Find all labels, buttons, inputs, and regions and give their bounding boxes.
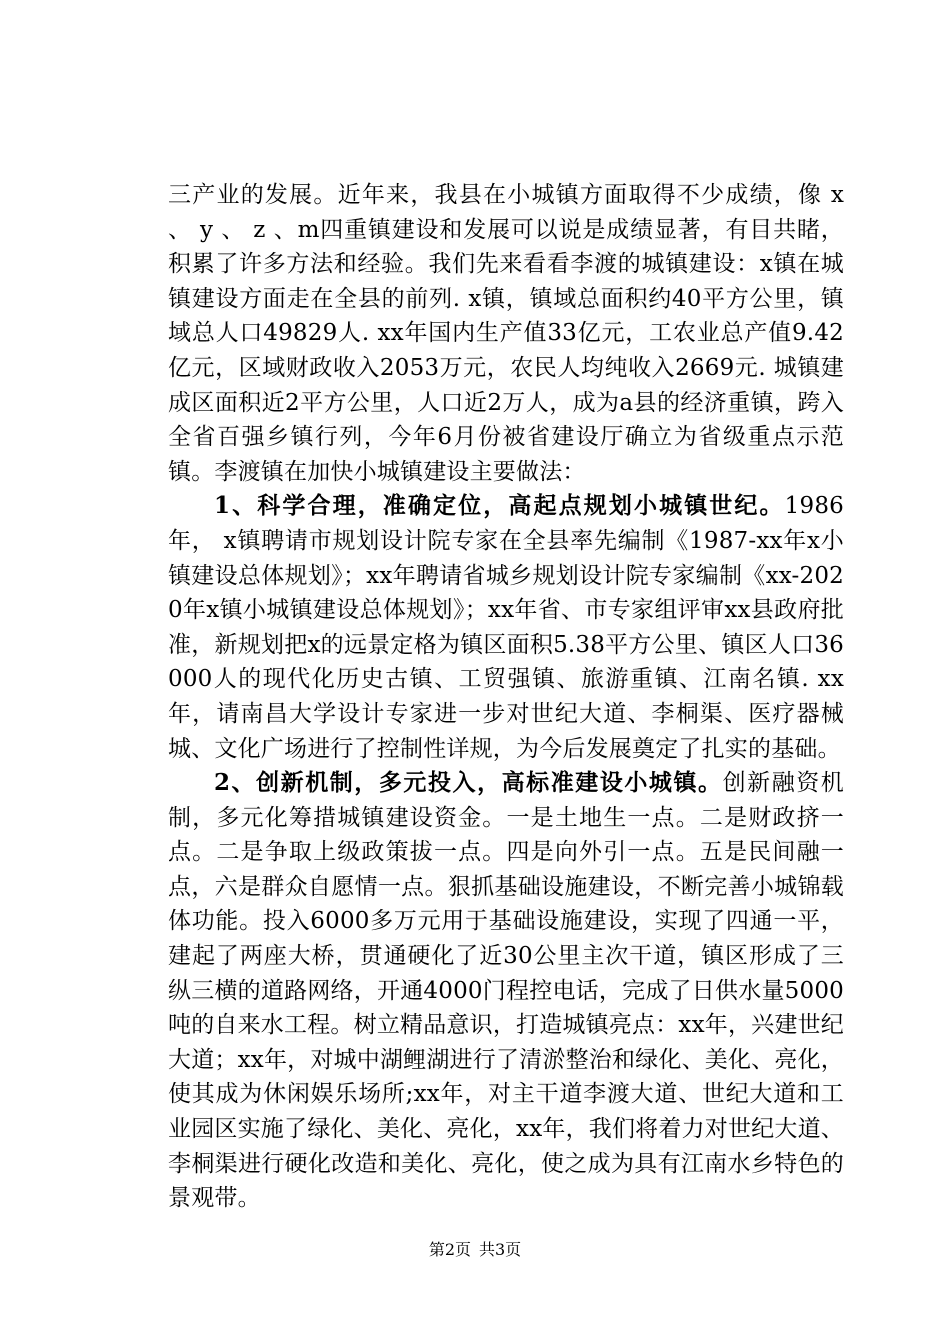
paragraph-investment xyxy=(168,766,844,1216)
page-total: 共3页 xyxy=(479,1240,522,1259)
document-body xyxy=(168,178,844,1216)
paragraph-intro xyxy=(168,178,844,489)
paragraph-investment-heading: 2、创新机制，多元投入，高标准建设小城镇。 xyxy=(214,769,723,797)
paragraph-planning-text: 1986年， x镇聘请市规划设计院专家在全县率先编制《1987-xx年x小镇建设总体规划》；xx年聘请省城乡规划设计院专家编制《xx-2020年x镇小城镇建设总体规划》；xx年省、市专家组评审xx县政府批准，新规划把x的远景定格为镇区面积5.38平方公里、镇区人口36000人的现代化历史古镇、工贸强镇、旅游重镇、江南名镇. xx年，请南昌大学设计专家进一步对世纪大道、李桐渠、医疗器械城、文化广场进行了控制性详规，为今后发展奠定了扎实的基础。 xyxy=(168,493,844,762)
paragraph-intro-text: 三产业的发展。近年来，我县在小城镇方面取得不少成绩，像 x 、 y 、 z 、m四重镇建设和发展可以说是成绩显著，有目共睹，积累了许多方法和经验。我们先来看看李渡的城镇建设：x镇在城镇建设方面走在全县的前列. x镇，镇域总面积约40平方公里，镇域总人口49829人. xx年国内生产值33亿元，工农业总产值9.42亿元，区域财政收入2053万元，农民人均纯收入2669元. 城镇建成区面积近2平方公里，人口近2万人，成为a县的经济重镇，跨入全省百强乡镇行列，今年6月份被省建设厅确立为省级重点示范镇。李渡镇在加快小城镇建设主要做法： xyxy=(168,182,844,485)
page-footer xyxy=(0,1240,950,1260)
page-number: 第2页 xyxy=(428,1240,471,1259)
paragraph-investment-text: 创新融资机制，多元化筹措城镇建设资金。一是土地生一点。二是财政挤一点。二是争取上级政策拔一点。四是向外引一点。五是民间融一点，六是群众自愿情一点。狠抓基础设施建设，不断完善小城锦载体功能。投入6000多万元用于基础设施建设，实现了四通一平，建起了两座大桥，贯通硬化了近30公里主次干道，镇区形成了三纵三横的道路网络，开通4000门程控电话，完成了日供水量5000吨的自来水工程。树立精品意识，打造城镇亮点：xx年，兴建世纪大道；xx年，对城中湖鲤湖进行了清淤整治和绿化、美化、亮化，使其成为休闲娱乐场所;xx年，对主干道李渡大道、世纪大道和工业园区实施了绿化、美化、亮化，xx年，我们将着力对世纪大道、李桐渠进行硬化改造和美化、亮化，使之成为具有江南水乡特色的景观带。 xyxy=(168,770,844,1212)
paragraph-planning xyxy=(168,489,844,766)
paragraph-planning-heading: 1、科学合理，准确定位，高起点规划小城镇世纪。 xyxy=(214,492,785,520)
